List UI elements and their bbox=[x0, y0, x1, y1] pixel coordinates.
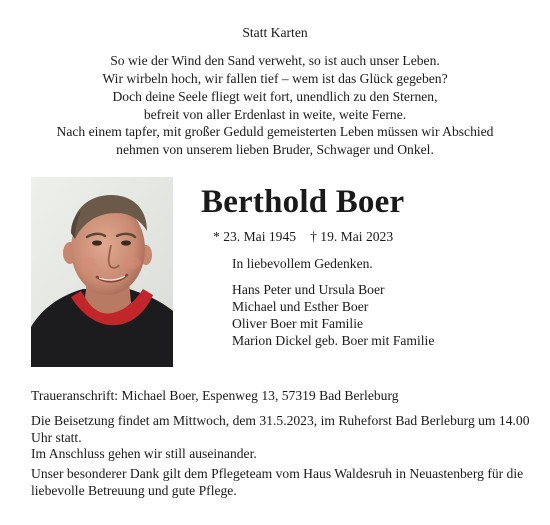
memory-line: In liebevollem Gedenken. bbox=[232, 256, 373, 271]
mourning-address: Traueranschrift: Michael Boer, Espenweg 13, 57319 Bad Berleburg bbox=[31, 388, 399, 403]
intro-line: nehmen von unserem lieben Bruder, Schwager und Onkel. bbox=[116, 142, 434, 157]
poem-line: So wie der Wind den Sand verweht, so ist auch unser Leben. bbox=[110, 53, 440, 68]
deceased-name: Berthold Boer bbox=[201, 184, 405, 220]
poem-line: Doch deine Seele fliegt weit fort, unendlich zu den Sternen, bbox=[112, 89, 438, 104]
thanks-note: Unser besonderer Dank gilt dem Pflegeteam vom Haus Waldesruh in Neuastenberg für die liebevolle Betreuung und gute Pflege. bbox=[31, 466, 524, 498]
mourner: Oliver Boer mit Familie bbox=[232, 316, 364, 331]
intro-line: Nach einem tapfer, mit großer Geduld gemeisterten Leben müssen wir Abschied bbox=[56, 124, 494, 139]
mourner: Michael und Esther Boer bbox=[232, 299, 369, 314]
notice-heading: Statt Karten bbox=[242, 25, 308, 40]
poem-line: Wir wirbeln hoch, wir fallen tief – wem ist das Glück gegeben? bbox=[102, 71, 448, 86]
portrait-illustration bbox=[31, 177, 173, 367]
poem-line: befreit von aller Erdenlast in weite, weite Ferne. bbox=[143, 107, 407, 122]
mourners-list bbox=[232, 281, 434, 349]
mourner: Marion Dickel geb. Boer mit Familie bbox=[232, 333, 435, 348]
poem bbox=[0, 52, 550, 124]
life-dates bbox=[213, 228, 393, 246]
farewell-note: Im Anschluss gehen wir still auseinander. bbox=[31, 446, 257, 461]
burial-info: Die Beisetzung findet am Mittwoch, dem 31.5.2023, im Ruheforst Bad Berleburg um 14.00 Uhr statt. bbox=[31, 413, 530, 445]
birth-date: * 23. Mai 1945 bbox=[213, 229, 297, 244]
portrait-photo bbox=[31, 177, 173, 367]
mourner: Hans Peter und Ursula Boer bbox=[232, 282, 385, 297]
intro-text bbox=[0, 123, 550, 159]
death-date: † 19. Mai 2023 bbox=[310, 229, 394, 244]
